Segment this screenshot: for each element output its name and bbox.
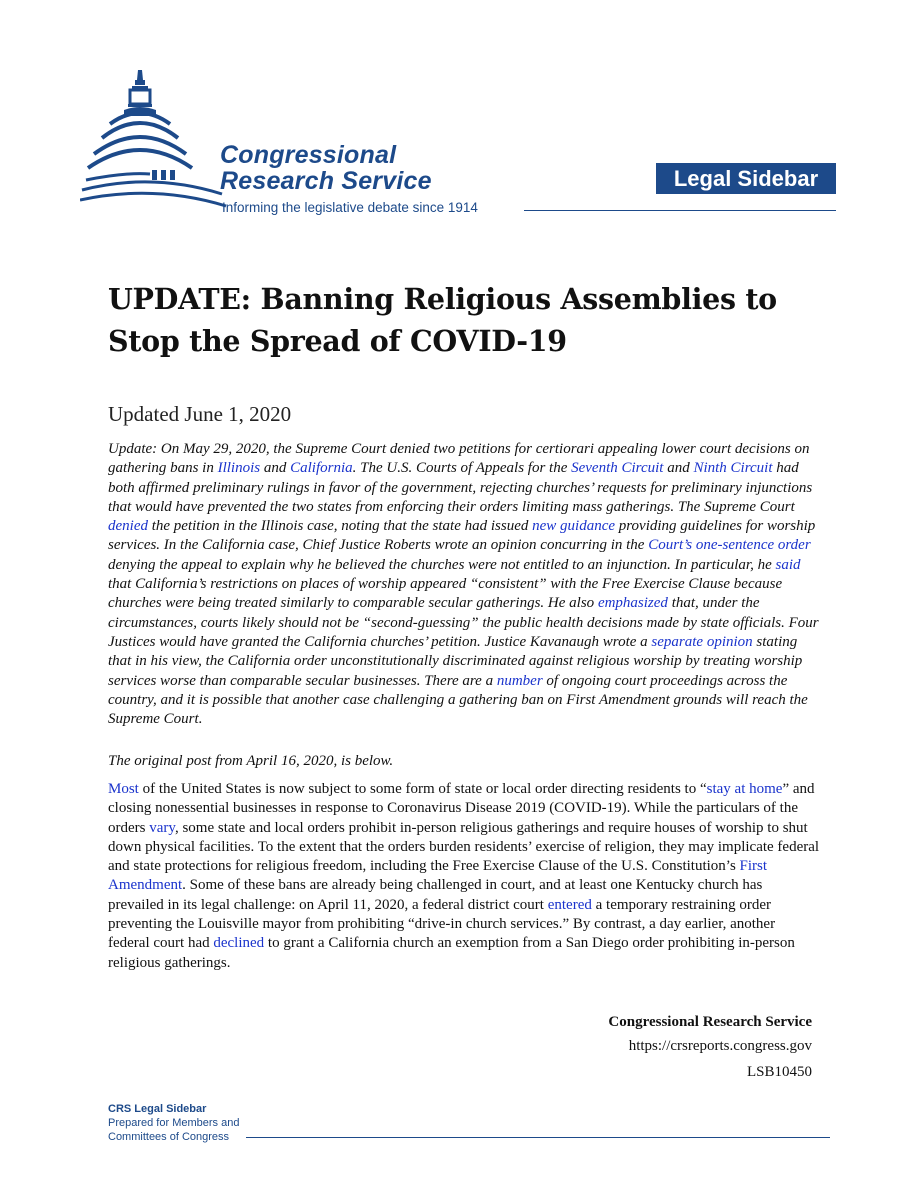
header-divider	[524, 210, 836, 211]
text-run: stating that in his view, the California order unconstitutionally discriminated against religious worship by treating worship services worse than comparable secular businesses. There are a	[108, 633, 803, 689]
inline-link[interactable]: Ninth Circuit	[693, 460, 773, 477]
inline-link[interactable]: declined	[213, 935, 265, 952]
legal-sidebar-badge: Legal Sidebar	[656, 163, 836, 194]
text-run: a temporary restraining order preventing the Louisville mayor from prohibiting “drive-in church services.” By contrast, a day earlier, another federal court had	[108, 896, 776, 952]
inline-link[interactable]: vary	[149, 819, 175, 836]
inline-link[interactable]: Illinois	[217, 460, 261, 477]
inline-link[interactable]: said	[775, 556, 801, 573]
text-run: Update: On May 29, 2020, the Supreme Court denied two petitions for certiorari appealing lower court decisions on gathering bans in	[108, 441, 810, 477]
inline-link[interactable]: number	[496, 672, 543, 689]
text-run: that California’s restrictions on places of worship appeared “consistent” with the Free Exercise Clause because churches were being treated similarly to comparable secular gatherings. He also	[108, 576, 783, 612]
text-run: and	[663, 460, 694, 477]
inline-link[interactable]: Seventh Circuit	[571, 460, 664, 477]
text-run: that, under the circumstances, courts likely should not be “second-guessing” the public health decisions made by state officials. Four Justices would have granted the California churches’ petition. Justice Kavanaugh wrote a	[108, 595, 819, 650]
inline-link[interactable]: California	[290, 460, 353, 477]
footer-divider	[246, 1137, 830, 1138]
inline-link[interactable]: Court’s one-sentence order	[648, 537, 811, 554]
footer-line1: Prepared for Members and	[108, 1117, 240, 1129]
updated-date: Updated June 1, 2020	[108, 402, 292, 426]
inline-link[interactable]: separate opinion	[651, 633, 753, 650]
inline-link[interactable]: new guidance	[532, 518, 616, 535]
footer	[108, 1102, 239, 1144]
text-run: . The U.S. Courts of Appeals for the	[352, 460, 572, 477]
text-run: ” and closing nonessential businesses in response to Coronavirus Disease 2019 (COVID-19). While the particulars of the orders	[108, 781, 815, 836]
text-run: . Some of these bans are already being challenged in court, and at least one Kentucky church has prevailed in its legal challenge: on April 11, 2020, a federal district court	[108, 877, 763, 913]
text-run: to grant a California church an exemption from a San Diego order prohibiting in-person religious gatherings.	[108, 935, 795, 971]
org-name-line1: Congressional	[220, 141, 397, 169]
inline-link[interactable]: denied	[108, 518, 148, 535]
footer-title: CRS Legal Sidebar	[108, 1103, 207, 1115]
inline-link[interactable]: First Amendment	[108, 858, 768, 894]
inline-link[interactable]: Most	[108, 781, 139, 797]
update-note-paragraph	[108, 440, 820, 729]
document-id: LSB10450	[746, 1064, 812, 1080]
org-tagline: Informing the legislative debate since 1914	[222, 200, 478, 215]
text-run: the petition in the Illinois case, noting that the state had issued	[147, 518, 533, 535]
page-title: UPDATE: Banning Religious Assemblies to Stop the Spread of COVID-19	[108, 282, 777, 358]
text-run: and	[260, 460, 291, 477]
text-run: of the United States is now subject to some form of state or local order directing residents to “	[138, 781, 707, 797]
text-run: had both affirmed preliminary rulings in favor of the government, rejecting churches’ requests for preliminary injunctions that would have prevented the two states from enforcing their orders limiting mass gatherings. The Supreme Court	[108, 460, 813, 515]
org-name-line2: Research Service	[220, 167, 432, 195]
inline-link[interactable]: emphasized	[597, 595, 668, 612]
inline-link[interactable]: stay at home	[706, 781, 783, 797]
text-run: , some state and local orders prohibit in-person religious gatherings and require houses of worship to shut down physical facilities. To the extent that the orders burden residents’ exercise of religion, they may implicate federal and state protections for religious freedom, including the Free Exercise Clause of the U.S. Constitution’s	[108, 819, 820, 875]
footer-line2: Committees of Congress	[108, 1131, 230, 1143]
text-run: of ongoing court proceedings across the country, and it is possible that another case challenging a gathering ban on First Amendment grounds will reach the Supreme Court.	[108, 672, 808, 728]
original-post-note: The original post from April 16, 2020, is below.	[108, 753, 394, 769]
crs-capitol-logo	[80, 66, 230, 218]
text-run: providing guidelines for worship services. In the California case, Chief Justice Roberts wrote an opinion concurring in the	[108, 518, 816, 554]
crs-wordmark	[220, 142, 432, 194]
signature-url[interactable]: https://crsreports.congress.gov	[628, 1038, 812, 1054]
inline-link[interactable]: entered	[547, 896, 592, 913]
text-run: denying the appeal to explain why he believed the churches were not entitled to an injunction. In particular, he	[108, 556, 776, 573]
signature-org: Congressional Research Service	[608, 1014, 812, 1030]
main-body-paragraph	[108, 780, 820, 973]
